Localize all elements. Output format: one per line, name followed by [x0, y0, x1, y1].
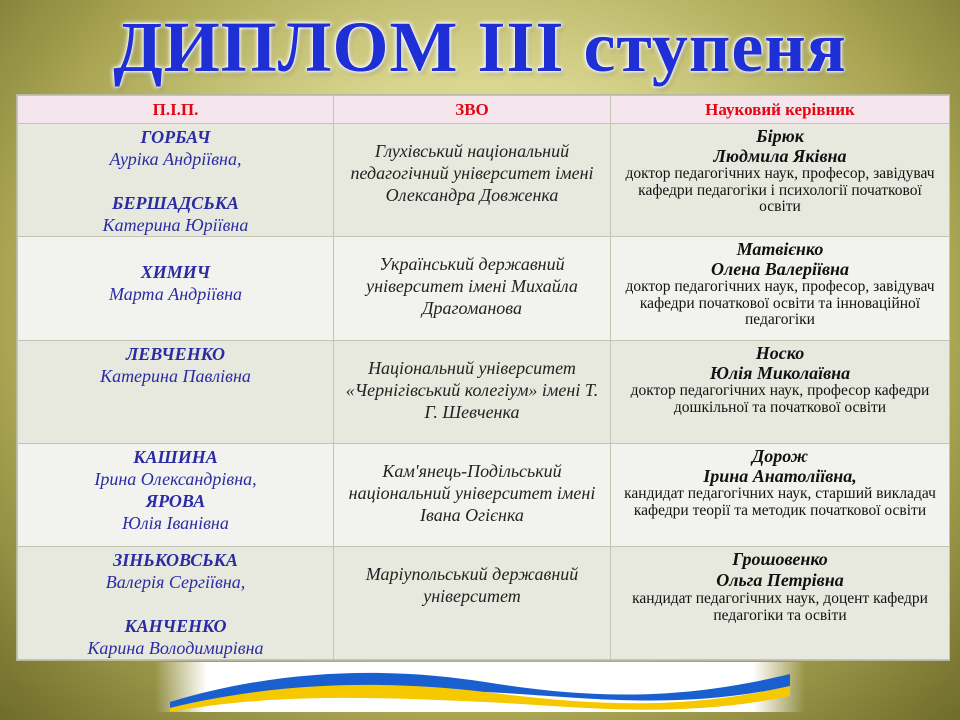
table-row [18, 547, 950, 660]
student-names-cell [18, 444, 334, 547]
supervisor-details: доктор педагогічних наук, професор кафедри дошкільної та початкової освіти [630, 382, 930, 416]
university-cell: Кам'янець-Подільський національний університет імені Івана Огієнка [334, 444, 611, 547]
diploma-title: ДИПЛОМ III ступеня [113, 7, 847, 87]
student-names-cell [18, 237, 334, 341]
supervisor-surname: Дорож [752, 446, 808, 466]
supervisor-cell [611, 547, 950, 660]
student-given-name: Марта Андріївна [109, 284, 242, 304]
student-names-cell [18, 341, 334, 444]
table-row [18, 237, 950, 341]
awards-table-container [17, 95, 949, 660]
student-surname: ЛЕВЧЕНКО [125, 344, 226, 364]
university-cell: Національний університет «Чернігівський колегіум» імені Т. Г. Шевченка [334, 341, 611, 444]
student-surname: БЕРШАДСЬКА [112, 193, 239, 213]
supervisor-given-name: Олена Валеріївна [711, 259, 849, 279]
student-surname: КАШИНА [133, 447, 218, 467]
university-cell: Глухівський національний педагогічний університет імені Олександра Довженка [334, 124, 611, 237]
student-given-name: Ірина Олександрівна, [94, 469, 257, 489]
student-given-name: Катерина Юріївна [102, 215, 249, 235]
supervisor-given-name: Юлія Миколаївна [709, 363, 851, 383]
student-surname: ЯРОВА [145, 491, 206, 511]
header-university: ЗВО [334, 96, 611, 124]
table-row [18, 444, 950, 547]
supervisor-cell [611, 124, 950, 237]
student-given-name: Карина Володимирівна [87, 638, 264, 658]
supervisor-surname: Носко [755, 343, 805, 363]
awards-table [17, 95, 950, 660]
supervisor-surname: Грошовенко [732, 549, 828, 569]
student-given-name: Катерина Павлівна [100, 366, 251, 386]
header-name: П.І.П. [18, 96, 334, 124]
student-names-cell [18, 547, 334, 660]
supervisor-surname: Матвієнко [736, 239, 824, 259]
student-given-name: Ауріка Андріївна, [109, 149, 242, 169]
student-given-name: Юлія Іванівна [122, 513, 229, 533]
supervisor-details: доктор педагогічних наук, професор, завідувач кафедри початкової освіти та інноваційної педагогіки [625, 278, 935, 328]
table-row [18, 124, 950, 237]
student-surname: ХИМИЧ [140, 262, 211, 282]
header-supervisor: Науковий керівник [611, 96, 950, 124]
supervisor-details: доктор педагогічних наук, професор, завідувач кафедри педагогіки і психології початкової освіти [625, 165, 935, 215]
ukrainian-ribbon-banner [155, 662, 805, 712]
supervisor-given-name: Людмила Яківна [713, 146, 847, 166]
supervisor-details: кандидат педагогічних наук, доцент кафедри педагогіки та освіти [632, 590, 928, 624]
supervisor-details: кандидат педагогічних наук, старший викладач кафедри теорії та методик початкової освіти [624, 485, 936, 519]
student-surname: КАНЧЕНКО [124, 616, 227, 636]
table-header-row [18, 96, 950, 124]
supervisor-cell [611, 444, 950, 547]
supervisor-cell [611, 341, 950, 444]
student-surname: ЗІНЬКОВСЬКА [113, 550, 238, 570]
supervisor-surname: Бірюк [756, 126, 804, 146]
university-cell: Маріупольський державний університет [334, 547, 611, 660]
supervisor-given-name: Ольга Петрівна [716, 570, 844, 590]
ukrainian-ribbon-icon [155, 662, 805, 712]
student-names-cell [18, 124, 334, 237]
supervisor-cell [611, 237, 950, 341]
student-surname: ГОРБАЧ [140, 127, 211, 147]
table-row [18, 341, 950, 444]
student-given-name: Валерія Сергіївна, [105, 572, 246, 592]
university-cell: Український державний університет імені Михайла Драгоманова [334, 237, 611, 341]
supervisor-given-name: Ірина Анатоліївна, [703, 466, 857, 486]
